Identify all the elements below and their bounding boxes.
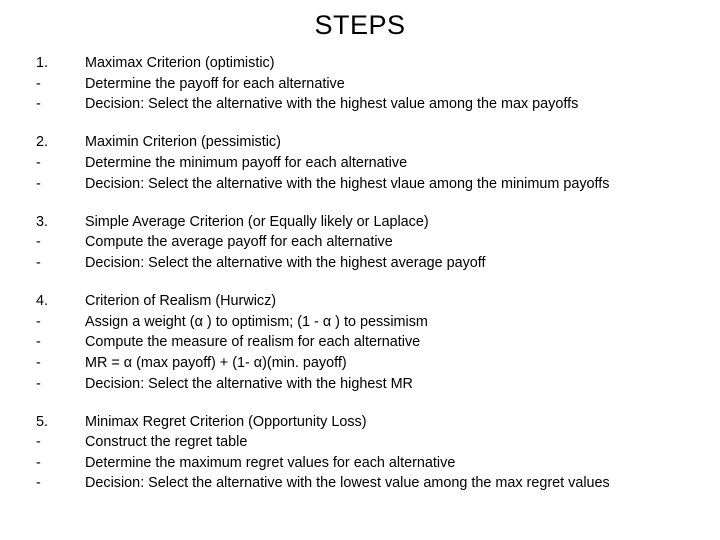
- bullet-dash: -: [36, 154, 41, 171]
- step-heading: Simple Average Criterion (or Equally likely or Laplace): [85, 213, 429, 230]
- step-line: Decision: Select the alternative with the lowest value among the max regret values: [85, 475, 610, 492]
- step-line: Determine the payoff for each alternative: [85, 75, 345, 92]
- step-bullet-row: [36, 153, 696, 174]
- step-bullet-row: [36, 374, 696, 395]
- step-line: Determine the maximum regret values for each alternative: [85, 454, 456, 471]
- step-heading-row: [36, 132, 696, 153]
- bullet-dash: -: [36, 175, 41, 192]
- step-line: Decision: Select the alternative with the highest MR: [85, 375, 413, 392]
- bullet-dash: -: [36, 475, 41, 492]
- step-bullet-row: [36, 253, 696, 274]
- slide-title: STEPS: [314, 10, 406, 40]
- step-bullet-row: [36, 353, 696, 374]
- step-3: [36, 212, 696, 274]
- step-bullet-row: [36, 232, 696, 253]
- step-line: Compute the average payoff for each alternative: [85, 234, 393, 251]
- step-heading: Minimax Regret Criterion (Opportunity Loss): [85, 413, 367, 430]
- step-line: Decision: Select the alternative with the highest value among the max payoffs: [85, 96, 579, 113]
- bullet-dash: -: [36, 234, 41, 251]
- step-5: [36, 412, 696, 494]
- step-heading-row: [36, 412, 696, 433]
- step-heading-row: [36, 212, 696, 233]
- step-number: 3.: [36, 213, 49, 230]
- step-number: 4.: [36, 293, 49, 310]
- bullet-dash: -: [36, 434, 41, 451]
- step-line: Compute the measure of realism for each alternative: [85, 334, 421, 351]
- step-1: [36, 53, 696, 115]
- bullet-dash: -: [36, 454, 41, 471]
- bullet-dash: -: [36, 313, 41, 330]
- step-bullet-row: [36, 453, 696, 474]
- bullet-dash: -: [36, 254, 41, 271]
- step-bullet-row: [36, 174, 696, 195]
- step-line: Construct the regret table: [85, 434, 248, 451]
- step-number: 1.: [36, 55, 49, 71]
- bullet-dash: -: [36, 75, 41, 92]
- step-line: MR = α (max payoff) + (1- α)(min. payoff): [85, 354, 347, 371]
- step-line: Decision: Select the alternative with the highest vlaue among the minimum payoffs: [85, 175, 610, 192]
- bullet-dash: -: [36, 375, 41, 392]
- steps-list: [36, 53, 696, 512]
- step-heading-row: [36, 291, 696, 312]
- step-bullet-row: [36, 332, 696, 353]
- step-2: [36, 132, 696, 194]
- step-bullet-row: [36, 432, 696, 453]
- step-4: [36, 291, 696, 394]
- step-line: Decision: Select the alternative with the highest average payoff: [85, 254, 486, 271]
- step-number: 5.: [36, 413, 49, 430]
- step-bullet-row: [36, 94, 696, 115]
- step-bullet-row: [36, 312, 696, 333]
- step-line: Determine the minimum payoff for each alternative: [85, 154, 408, 171]
- step-bullet-row: [36, 473, 696, 494]
- step-heading: Criterion of Realism (Hurwicz): [85, 293, 277, 310]
- bullet-dash: -: [36, 354, 41, 371]
- bullet-dash: -: [36, 334, 41, 351]
- step-heading: Maximax Criterion (optimistic): [85, 55, 275, 71]
- step-bullet-row: [36, 74, 696, 95]
- step-number: 2.: [36, 134, 49, 151]
- step-line: Assign a weight (α ) to optimism; (1 - α ) to pessimism: [85, 313, 428, 330]
- step-heading-row: [36, 53, 696, 74]
- step-heading: Maximin Criterion (pessimistic): [85, 134, 281, 151]
- bullet-dash: -: [36, 96, 41, 113]
